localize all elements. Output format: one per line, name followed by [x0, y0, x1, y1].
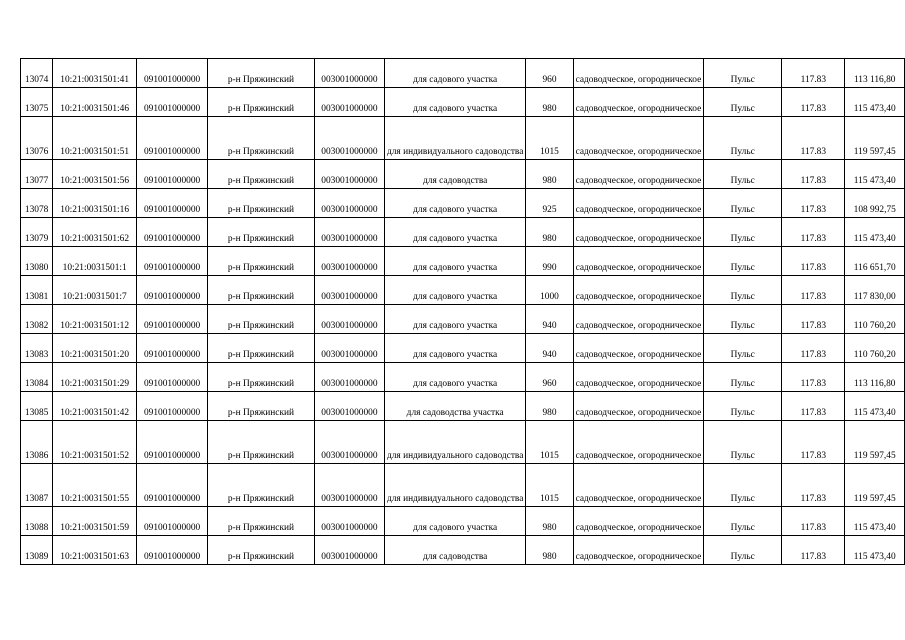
row-number: 13077	[21, 160, 53, 189]
classifier-code: 003001000000	[314, 363, 384, 392]
district: р-н Пряжинский	[208, 421, 315, 464]
okato-code: 091001000000	[137, 536, 208, 565]
cadastral-number: 10:21:0031501:42	[53, 392, 137, 421]
cadastral-value: 117 830,00	[845, 276, 905, 305]
owner-name: Пульс	[704, 392, 782, 421]
owner-name: Пульс	[704, 421, 782, 464]
classifier-code: 003001000000	[314, 392, 384, 421]
cadastral-value: 119 597,45	[845, 464, 905, 507]
specific-value: 117.83	[782, 160, 845, 189]
specific-value: 117.83	[782, 117, 845, 160]
cadastral-number: 10:21:0031501:62	[53, 218, 137, 247]
permitted-use: для садового участка	[384, 189, 525, 218]
area: 990	[526, 247, 573, 276]
use-category: садоводческое, огородническое	[573, 334, 704, 363]
okato-code: 091001000000	[137, 392, 208, 421]
district: р-н Пряжинский	[208, 363, 315, 392]
owner-name: Пульс	[704, 218, 782, 247]
table-row	[21, 507, 905, 536]
land-plots-table	[20, 58, 905, 565]
okato-code: 091001000000	[137, 464, 208, 507]
cadastral-number: 10:21:0031501:7	[53, 276, 137, 305]
classifier-code: 003001000000	[314, 189, 384, 218]
district: р-н Пряжинский	[208, 305, 315, 334]
classifier-code: 003001000000	[314, 160, 384, 189]
permitted-use: для садового участка	[384, 363, 525, 392]
owner-name: Пульс	[704, 507, 782, 536]
table-row	[21, 276, 905, 305]
permitted-use: для садового участка	[384, 247, 525, 276]
classifier-code: 003001000000	[314, 276, 384, 305]
specific-value: 117.83	[782, 421, 845, 464]
use-category: садоводческое, огородническое	[573, 464, 704, 507]
area: 960	[526, 59, 573, 88]
permitted-use: для индивидуального садоводства	[384, 117, 525, 160]
district: р-н Пряжинский	[208, 117, 315, 160]
table-row	[21, 117, 905, 160]
classifier-code: 003001000000	[314, 507, 384, 536]
use-category: садоводческое, огородническое	[573, 507, 704, 536]
table-row	[21, 464, 905, 507]
specific-value: 117.83	[782, 536, 845, 565]
use-category: садоводческое, огородническое	[573, 160, 704, 189]
cadastral-value: 115 473,40	[845, 536, 905, 565]
specific-value: 117.83	[782, 276, 845, 305]
use-category: садоводческое, огородническое	[573, 189, 704, 218]
okato-code: 091001000000	[137, 117, 208, 160]
cadastral-number: 10:21:0031501:56	[53, 160, 137, 189]
okato-code: 091001000000	[137, 247, 208, 276]
specific-value: 117.83	[782, 247, 845, 276]
classifier-code: 003001000000	[314, 117, 384, 160]
cadastral-value: 115 473,40	[845, 392, 905, 421]
cadastral-number: 10:21:0031501:46	[53, 88, 137, 117]
area: 980	[526, 507, 573, 536]
district: р-н Пряжинский	[208, 59, 315, 88]
specific-value: 117.83	[782, 88, 845, 117]
owner-name: Пульс	[704, 117, 782, 160]
permitted-use: для индивидуального садоводства	[384, 421, 525, 464]
cadastral-value: 115 473,40	[845, 507, 905, 536]
classifier-code: 003001000000	[314, 88, 384, 117]
cadastral-value: 110 760,20	[845, 305, 905, 334]
use-category: садоводческое, огородническое	[573, 117, 704, 160]
use-category: садоводческое, огородническое	[573, 421, 704, 464]
specific-value: 117.83	[782, 392, 845, 421]
cadastral-value: 115 473,40	[845, 218, 905, 247]
owner-name: Пульс	[704, 247, 782, 276]
owner-name: Пульс	[704, 536, 782, 565]
okato-code: 091001000000	[137, 363, 208, 392]
use-category: садоводческое, огородническое	[573, 363, 704, 392]
cadastral-number: 10:21:0031501:52	[53, 421, 137, 464]
cadastral-number: 10:21:0031501:41	[53, 59, 137, 88]
owner-name: Пульс	[704, 189, 782, 218]
district: р-н Пряжинский	[208, 536, 315, 565]
specific-value: 117.83	[782, 507, 845, 536]
row-number: 13083	[21, 334, 53, 363]
document-page	[20, 58, 905, 565]
row-number: 13084	[21, 363, 53, 392]
district: р-н Пряжинский	[208, 334, 315, 363]
row-number: 13085	[21, 392, 53, 421]
cadastral-number: 10:21:0031501:63	[53, 536, 137, 565]
specific-value: 117.83	[782, 334, 845, 363]
owner-name: Пульс	[704, 59, 782, 88]
table-row	[21, 218, 905, 247]
row-number: 13082	[21, 305, 53, 334]
cadastral-value: 113 116,80	[845, 363, 905, 392]
cadastral-value: 119 597,45	[845, 421, 905, 464]
okato-code: 091001000000	[137, 276, 208, 305]
district: р-н Пряжинский	[208, 218, 315, 247]
okato-code: 091001000000	[137, 160, 208, 189]
district: р-н Пряжинский	[208, 247, 315, 276]
area: 1015	[526, 421, 573, 464]
okato-code: 091001000000	[137, 507, 208, 536]
district: р-н Пряжинский	[208, 88, 315, 117]
owner-name: Пульс	[704, 88, 782, 117]
okato-code: 091001000000	[137, 421, 208, 464]
area: 940	[526, 334, 573, 363]
permitted-use: для садового участка	[384, 88, 525, 117]
row-number: 13074	[21, 59, 53, 88]
classifier-code: 003001000000	[314, 536, 384, 565]
permitted-use: для садового участка	[384, 507, 525, 536]
district: р-н Пряжинский	[208, 464, 315, 507]
cadastral-number: 10:21:0031501:51	[53, 117, 137, 160]
cadastral-number: 10:21:0031501:59	[53, 507, 137, 536]
cadastral-number: 10:21:0031501:12	[53, 305, 137, 334]
area: 980	[526, 536, 573, 565]
cadastral-value: 113 116,80	[845, 59, 905, 88]
row-number: 13075	[21, 88, 53, 117]
use-category: садоводческое, огородническое	[573, 218, 704, 247]
classifier-code: 003001000000	[314, 464, 384, 507]
permitted-use: для садоводства	[384, 160, 525, 189]
specific-value: 117.83	[782, 464, 845, 507]
classifier-code: 003001000000	[314, 421, 384, 464]
use-category: садоводческое, огородническое	[573, 88, 704, 117]
cadastral-number: 10:21:0031501:1	[53, 247, 137, 276]
table-body	[21, 59, 905, 565]
classifier-code: 003001000000	[314, 305, 384, 334]
table-row	[21, 59, 905, 88]
cadastral-value: 116 651,70	[845, 247, 905, 276]
okato-code: 091001000000	[137, 189, 208, 218]
row-number: 13079	[21, 218, 53, 247]
table-row	[21, 247, 905, 276]
permitted-use: для садового участка	[384, 334, 525, 363]
row-number: 13076	[21, 117, 53, 160]
cadastral-number: 10:21:0031501:16	[53, 189, 137, 218]
specific-value: 117.83	[782, 218, 845, 247]
use-category: садоводческое, огородническое	[573, 276, 704, 305]
row-number: 13081	[21, 276, 53, 305]
permitted-use: для садового участка	[384, 305, 525, 334]
district: р-н Пряжинский	[208, 160, 315, 189]
use-category: садоводческое, огородническое	[573, 536, 704, 565]
table-row	[21, 536, 905, 565]
use-category: садоводческое, огородническое	[573, 247, 704, 276]
classifier-code: 003001000000	[314, 59, 384, 88]
permitted-use: для садового участка	[384, 276, 525, 305]
area: 1000	[526, 276, 573, 305]
area: 1015	[526, 464, 573, 507]
row-number: 13078	[21, 189, 53, 218]
row-number: 13089	[21, 536, 53, 565]
area: 980	[526, 160, 573, 189]
table-row	[21, 363, 905, 392]
use-category: садоводческое, огородническое	[573, 59, 704, 88]
specific-value: 117.83	[782, 189, 845, 218]
permitted-use: для индивидуального садоводства	[384, 464, 525, 507]
area: 960	[526, 363, 573, 392]
table-row	[21, 334, 905, 363]
specific-value: 117.83	[782, 59, 845, 88]
use-category: садоводческое, огородническое	[573, 305, 704, 334]
table-row	[21, 160, 905, 189]
permitted-use: для садового участка	[384, 59, 525, 88]
area: 980	[526, 218, 573, 247]
area: 925	[526, 189, 573, 218]
table-row	[21, 421, 905, 464]
table-row	[21, 189, 905, 218]
owner-name: Пульс	[704, 334, 782, 363]
okato-code: 091001000000	[137, 334, 208, 363]
cadastral-number: 10:21:0031501:55	[53, 464, 137, 507]
table-row	[21, 88, 905, 117]
classifier-code: 003001000000	[314, 247, 384, 276]
area: 1015	[526, 117, 573, 160]
use-category: садоводческое, огородническое	[573, 392, 704, 421]
owner-name: Пульс	[704, 160, 782, 189]
classifier-code: 003001000000	[314, 334, 384, 363]
specific-value: 117.83	[782, 363, 845, 392]
area: 980	[526, 392, 573, 421]
owner-name: Пульс	[704, 464, 782, 507]
area: 980	[526, 88, 573, 117]
cadastral-value: 108 992,75	[845, 189, 905, 218]
district: р-н Пряжинский	[208, 507, 315, 536]
cadastral-value: 119 597,45	[845, 117, 905, 160]
specific-value: 117.83	[782, 305, 845, 334]
row-number: 13088	[21, 507, 53, 536]
row-number: 13086	[21, 421, 53, 464]
permitted-use: для садоводства участка	[384, 392, 525, 421]
cadastral-number: 10:21:0031501:29	[53, 363, 137, 392]
row-number: 13087	[21, 464, 53, 507]
permitted-use: для садоводства	[384, 536, 525, 565]
table-row	[21, 305, 905, 334]
okato-code: 091001000000	[137, 218, 208, 247]
permitted-use: для садового участка	[384, 218, 525, 247]
classifier-code: 003001000000	[314, 218, 384, 247]
district: р-н Пряжинский	[208, 392, 315, 421]
okato-code: 091001000000	[137, 88, 208, 117]
cadastral-value: 115 473,40	[845, 160, 905, 189]
district: р-н Пряжинский	[208, 189, 315, 218]
cadastral-value: 115 473,40	[845, 88, 905, 117]
okato-code: 091001000000	[137, 59, 208, 88]
cadastral-value: 110 760,20	[845, 334, 905, 363]
row-number: 13080	[21, 247, 53, 276]
owner-name: Пульс	[704, 305, 782, 334]
table-row	[21, 392, 905, 421]
area: 940	[526, 305, 573, 334]
owner-name: Пульс	[704, 276, 782, 305]
district: р-н Пряжинский	[208, 276, 315, 305]
okato-code: 091001000000	[137, 305, 208, 334]
cadastral-number: 10:21:0031501:20	[53, 334, 137, 363]
owner-name: Пульс	[704, 363, 782, 392]
